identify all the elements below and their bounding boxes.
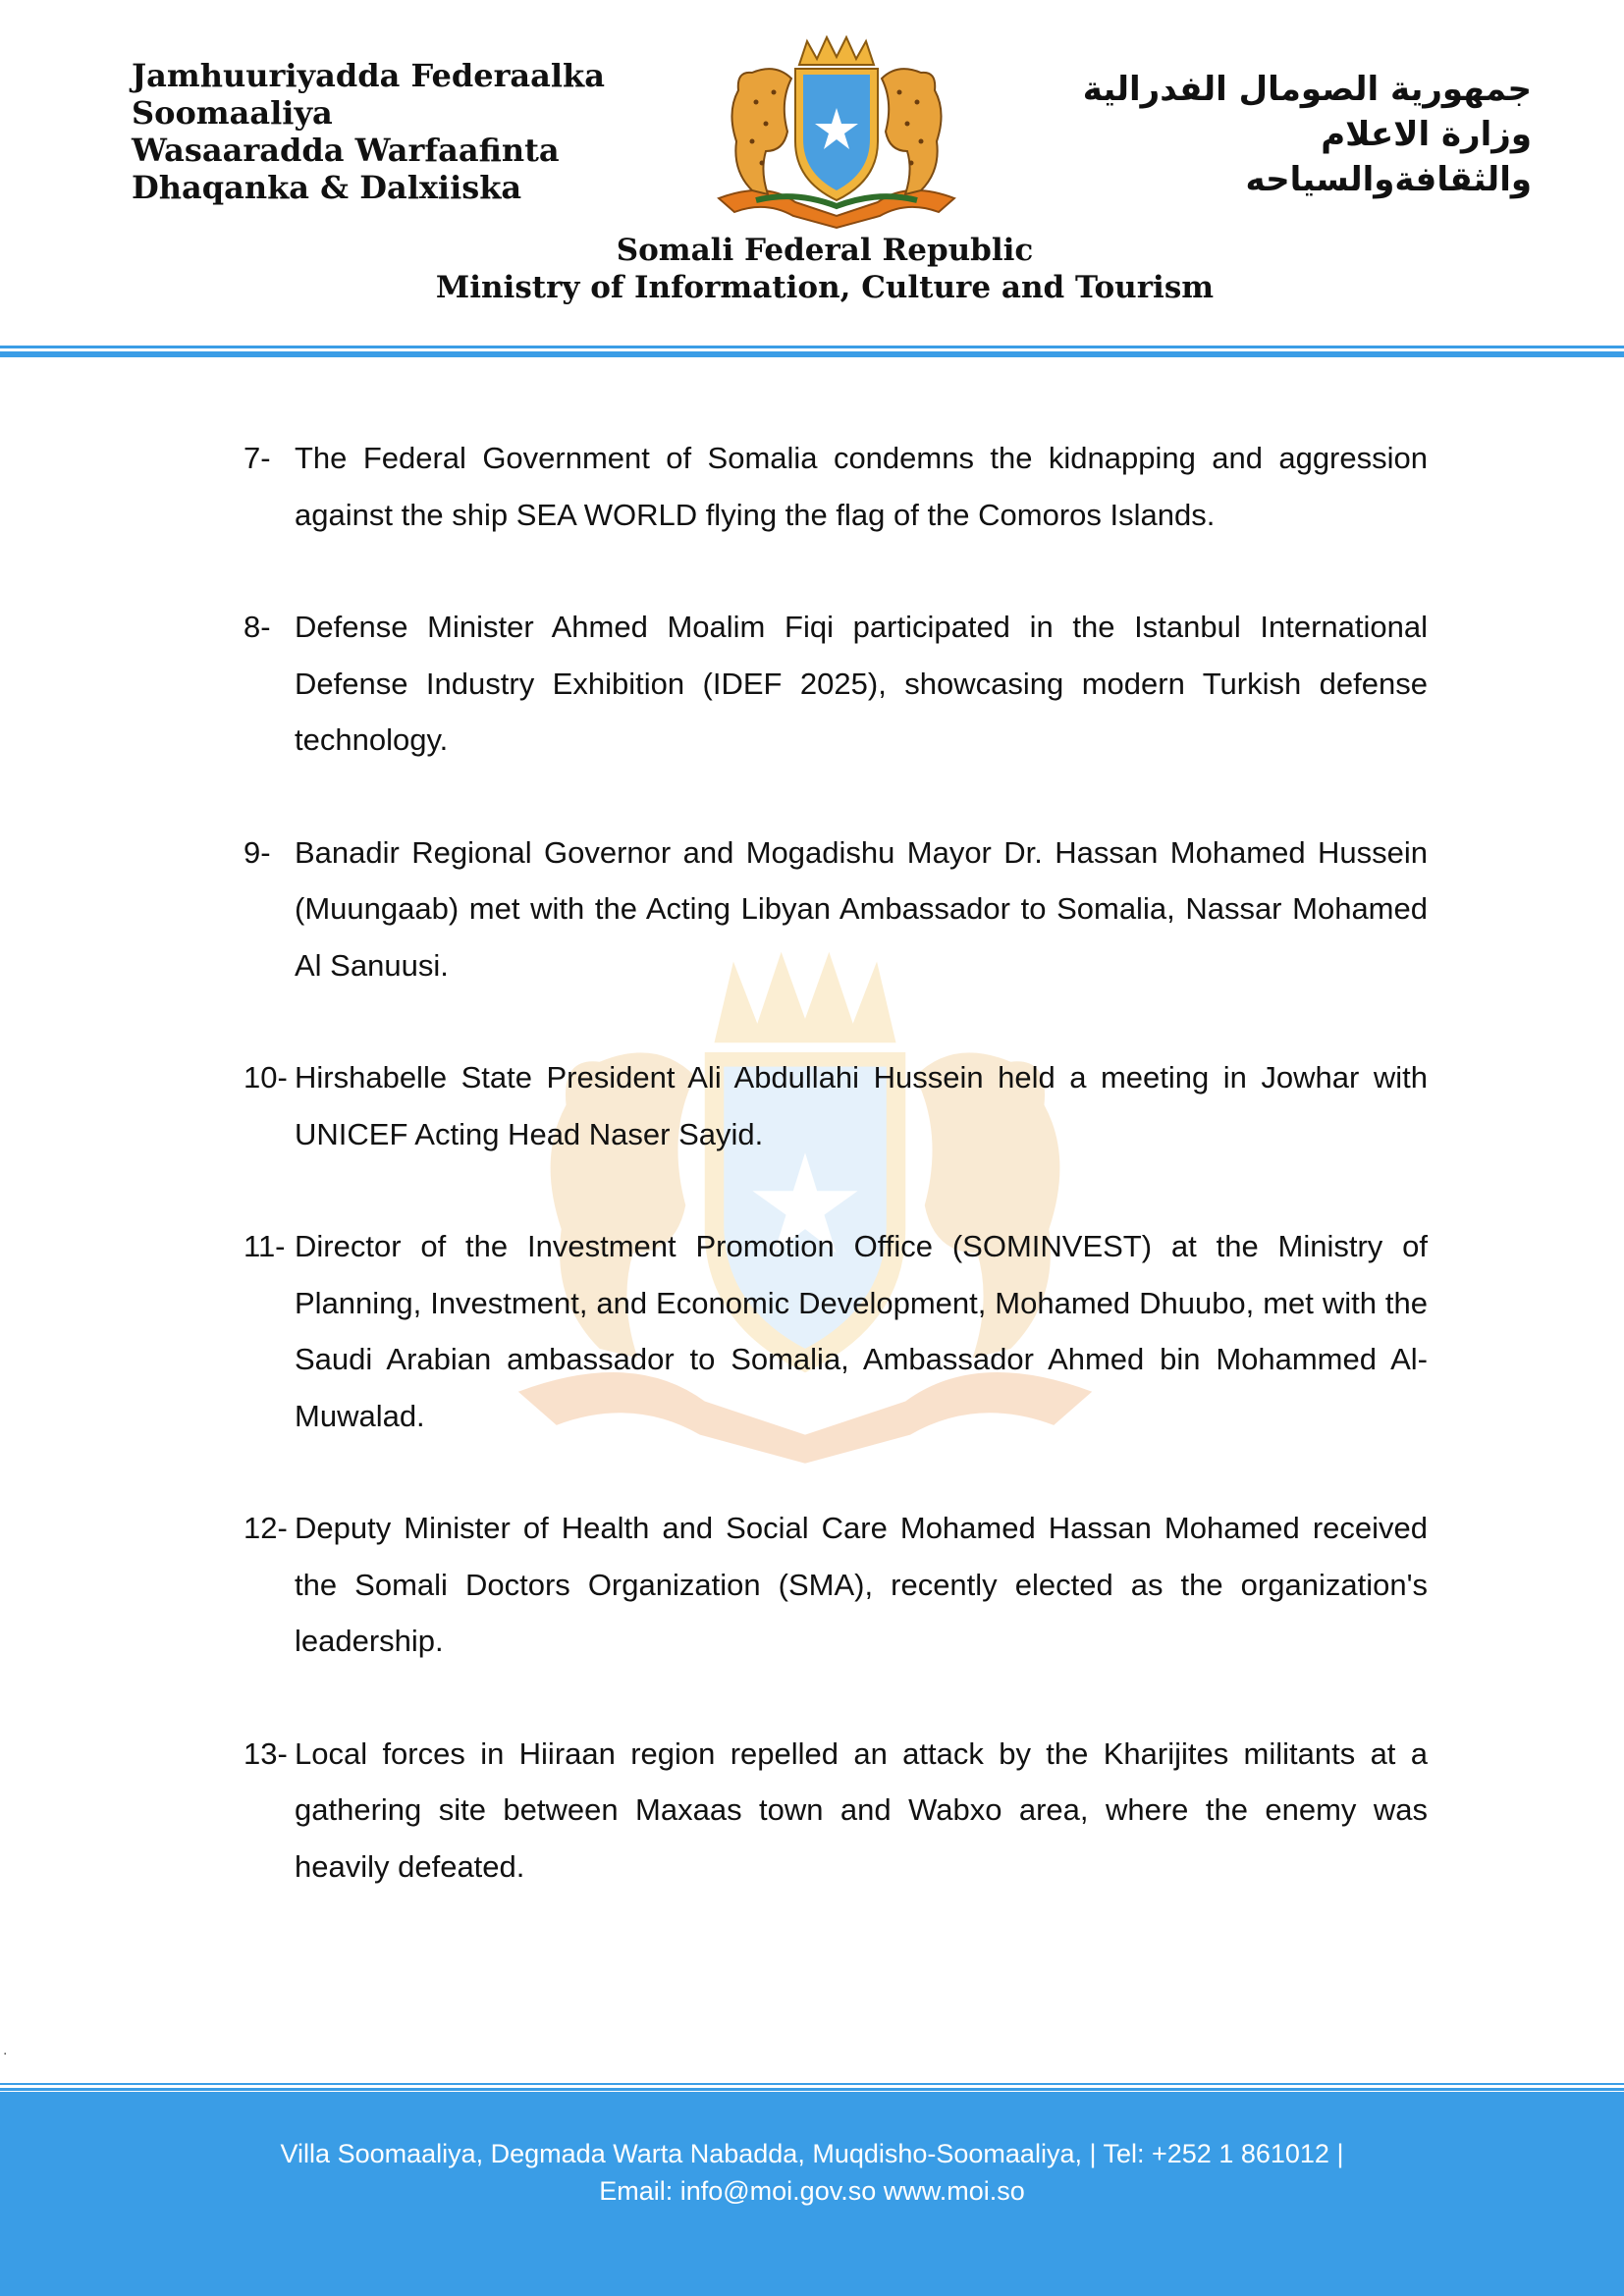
item-text: Director of the Investment Promotion Office (SOMINVEST) at the Ministry of Planning, Investment, and Economic Development, Mohamed Dhuubo, met with the Saudi Arabian ambassador to Somalia, Ambassador Ahmed bin Mohammed Al-Muwalad. xyxy=(295,1229,1428,1433)
footer-divider-thick xyxy=(0,2088,1624,2091)
header-divider-thin xyxy=(0,346,1624,348)
footer-contact: Email: info@moi.gov.so www.moi.so xyxy=(599,2176,1025,2206)
item-number: 8- xyxy=(244,610,271,644)
list-item xyxy=(244,1049,1428,1162)
somali-letterhead-line: Dhaqanka & Dalxiiska xyxy=(132,169,522,206)
item-text: Defense Minister Ahmed Moalim Fiqi participated in the Istanbul International Defense Industry Exhibition (IDEF 2025), showcasing modern Turkish defense technology. xyxy=(295,610,1428,757)
item-number: 10- xyxy=(244,1060,288,1095)
item-text: Deputy Minister of Health and Social Care Mohamed Hassan Mohamed received the Somali Doctors Organization (SMA), recently elected as the organization's leadership. xyxy=(295,1511,1428,1658)
item-number: 13- xyxy=(244,1735,288,1771)
footer-divider-thin xyxy=(0,2083,1624,2085)
item-number: 9- xyxy=(244,834,271,870)
item-text: Banadir Regional Governor and Mogadishu Mayor Dr. Hassan Mohamed Hussein (Muungaab) met with the Acting Libyan Ambassador to Somalia, Nassar Mohamed Al Sanuusi. xyxy=(295,834,1428,983)
english-letterhead-line: Ministry of Information, Culture and Tourism xyxy=(435,270,1215,305)
item-number: 12- xyxy=(244,1511,288,1545)
somali-letterhead-line: Wasaaradda Warfaafinta xyxy=(132,132,560,169)
arabic-letterhead-line: جمهورية الصومال الفدرالية xyxy=(1082,70,1532,109)
news-list xyxy=(244,430,1428,1950)
list-item xyxy=(244,825,1428,994)
english-letterhead-line: Somali Federal Republic xyxy=(616,233,1034,268)
arabic-letterhead-line: والثقافةوالسياحه xyxy=(1245,160,1532,199)
list-item xyxy=(244,1726,1428,1896)
somali-letterhead-line: Soomaaliya xyxy=(132,94,333,132)
item-text: Hirshabelle State President Ali Abdullahi Hussein held a meeting in Jowhar with UNICEF Acting Head Naser Sayid. xyxy=(295,1060,1428,1151)
footer-address: Villa Soomaaliya, Degmada Warta Nabadda, Muqdisho-Soomaaliya, | Tel: +252 1 861012 | xyxy=(280,2139,1344,2168)
item-text: The Federal Government of Somalia condemns the kidnapping and aggression against the ship SEA WORLD flying the flag of the Comoros Islands. xyxy=(295,441,1428,532)
somali-coat-of-arms-icon xyxy=(697,33,976,230)
arabic-letterhead-line: وزارة الاعلام xyxy=(1321,115,1532,154)
list-item xyxy=(244,430,1428,543)
footer-bar xyxy=(0,2092,1624,2296)
list-item xyxy=(244,599,1428,769)
item-number: 7- xyxy=(244,441,271,475)
somali-letterhead-line: Jamhuuriyadda Federaalka xyxy=(132,57,605,94)
list-item xyxy=(244,1500,1428,1670)
header-divider-thick xyxy=(0,351,1624,357)
somali-letterhead xyxy=(132,57,681,206)
arabic-letterhead xyxy=(982,67,1532,202)
stray-mark: . xyxy=(3,2042,8,2058)
item-text: Local forces in Hiiraan region repelled an attack by the Kharijites militants at a gathering site between Maxaas town and Wabxo area, where the enemy was heavily defeated. xyxy=(295,1735,1428,1884)
english-letterhead xyxy=(0,232,1624,306)
item-number: 11- xyxy=(244,1229,286,1263)
list-item xyxy=(244,1218,1428,1444)
